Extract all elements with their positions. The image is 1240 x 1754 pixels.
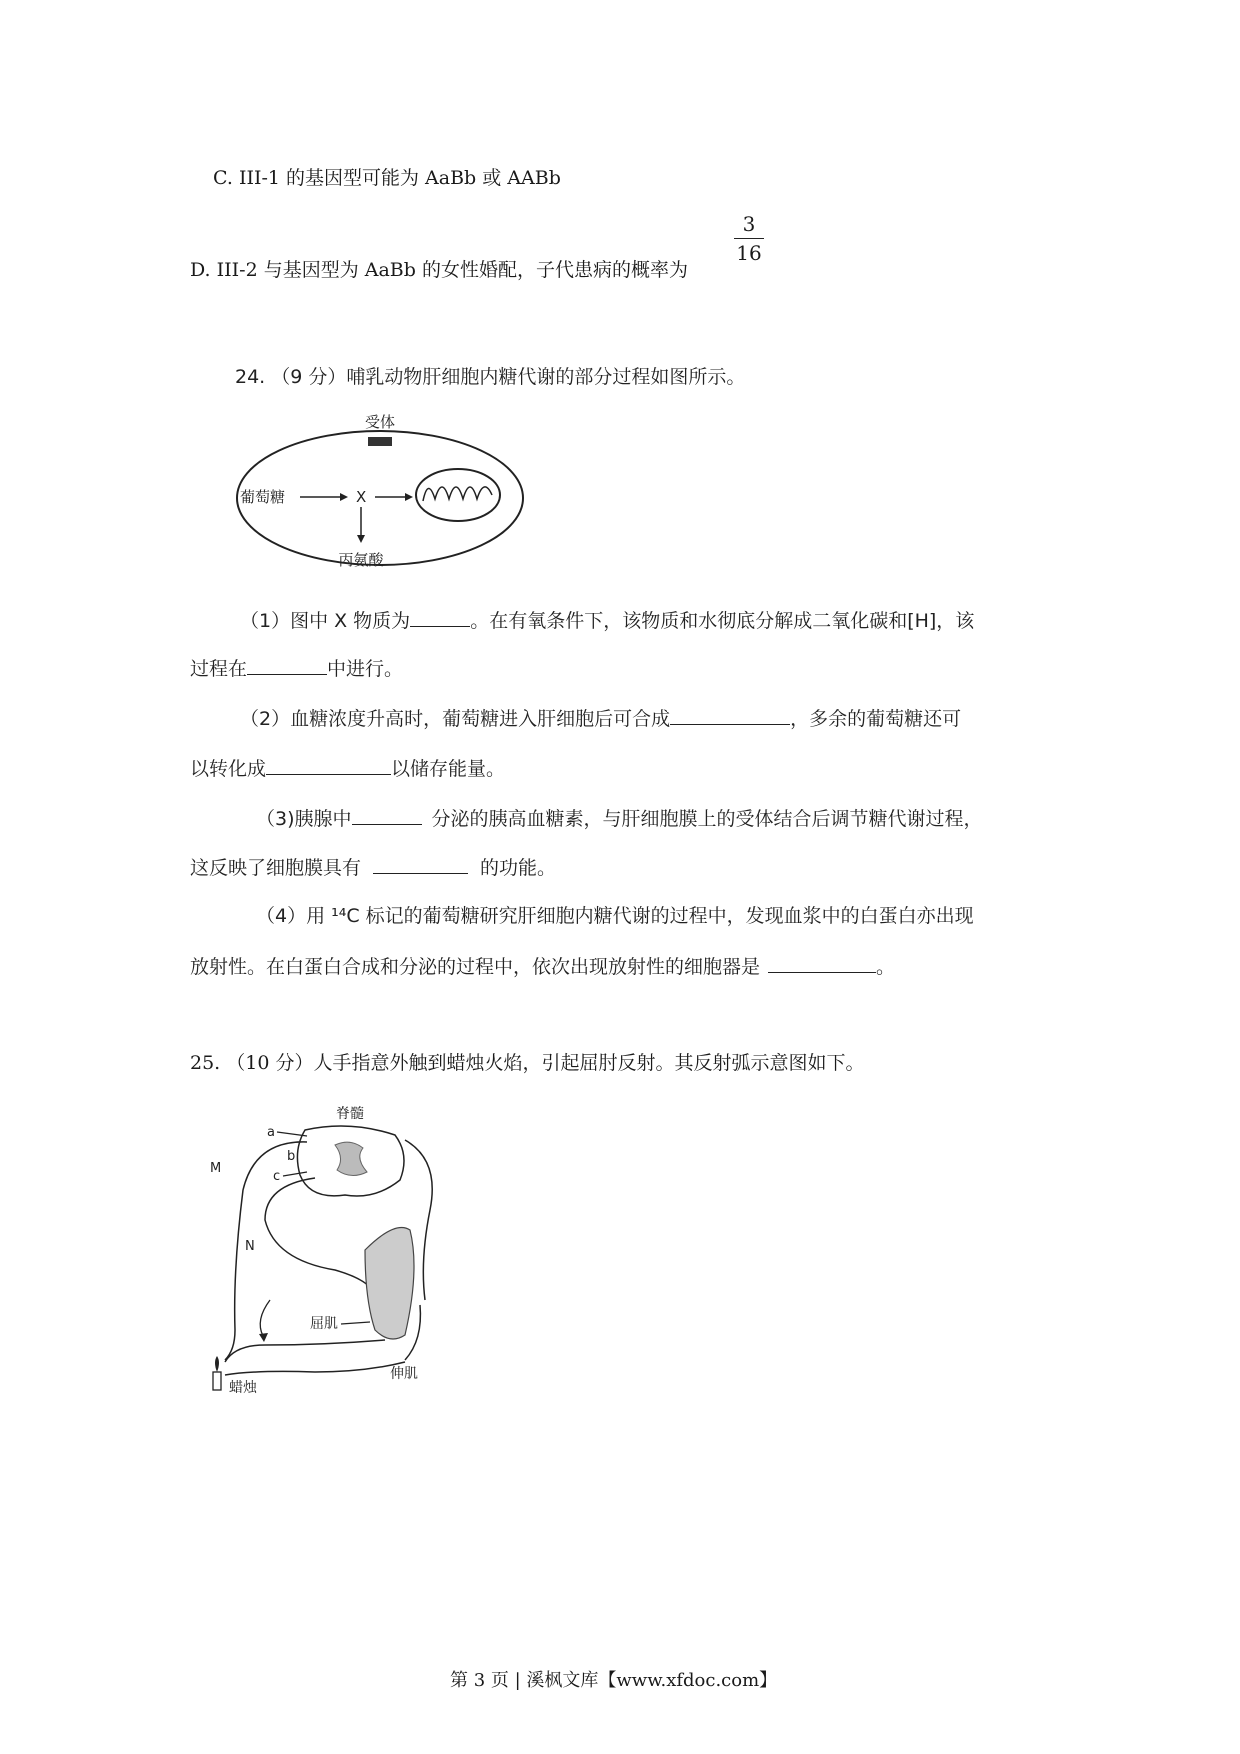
alanine-label: 丙氨酸 — [338, 551, 384, 569]
blank-4[interactable] — [266, 756, 391, 775]
label-c: c — [273, 1169, 281, 1184]
blank-5[interactable] — [352, 806, 422, 825]
label-m: M — [210, 1161, 222, 1176]
cristae — [423, 487, 492, 501]
glucose-label: 葡萄糖 — [240, 488, 286, 506]
label-n: N — [245, 1239, 255, 1254]
reflex-arc-diagram — [195, 1100, 470, 1400]
receptor-block — [368, 437, 392, 446]
q24-p4-line2: 放射性。在白蛋白合成和分泌的过程中，依次出现放射性的细胞器是 。 — [190, 956, 896, 978]
blank-6[interactable] — [373, 855, 468, 874]
receptor-label: 受体 — [364, 413, 396, 431]
liver-cell-diagram — [230, 405, 530, 575]
flexor-label: 屈肌 — [310, 1316, 338, 1332]
fraction-denominator: 16 — [736, 241, 762, 265]
spinal-cord-label: 脊髓 — [336, 1106, 364, 1122]
option-d: D. III-2 与基因型为 AaBb 的女性婚配，子代患病的概率为 — [190, 259, 688, 281]
q24-p4-line1: （4）用 ¹⁴C 标记的葡萄糖研究肝细胞内糖代谢的过程中，发现血浆中的白蛋白亦出现 — [256, 905, 974, 927]
x-label: X — [356, 488, 367, 506]
candle-label: 蜡烛 — [229, 1380, 257, 1396]
q24-p2-line2: 以转化成 以储存能量。 — [190, 758, 506, 780]
q25-title: 25. （10 分）人手指意外触到蜡烛火焰，引起屈肘反射。其反射弧示意图如下。 — [190, 1052, 865, 1074]
blank-3[interactable] — [670, 706, 790, 725]
blank-1[interactable] — [410, 608, 470, 627]
fraction-bar — [734, 238, 764, 239]
forearm-outline — [225, 1340, 405, 1375]
candle-flame — [215, 1356, 219, 1372]
extensor-label: 伸肌 — [390, 1366, 418, 1382]
blank-7[interactable] — [768, 954, 876, 973]
option-c: C. III-1 的基因型可能为 AaBb 或 AABb — [213, 167, 561, 189]
mitochondrion — [416, 469, 500, 521]
blank-2[interactable] — [247, 656, 327, 675]
q24-p2-line1: （2）血糖浓度升高时，葡萄糖进入肝细胞后可合成 ，多余的葡萄糖还可 — [240, 708, 962, 730]
q24-p1-line2: 过程在 中进行。 — [190, 658, 404, 680]
q24-title: 24. （9 分）哺乳动物肝细胞内糖代谢的部分过程如图所示。 — [235, 366, 746, 388]
page-footer: 第 3 页 | 溪枫文库【www.xfdoc.com】 — [450, 1670, 778, 1691]
fraction-numerator: 3 — [742, 212, 756, 236]
label-a: a — [267, 1125, 275, 1140]
flexor-muscle — [365, 1228, 414, 1340]
q24-p1-line1: （1）图中 X 物质为 。在有氧条件下，该物质和水彻底分解成二氧化碳和[H]，该 — [240, 610, 975, 632]
probability-fraction — [734, 212, 764, 265]
candle-body — [213, 1372, 221, 1390]
flex-arrow — [260, 1300, 270, 1336]
q24-p3-line2: 这反映了细胞膜具有 的功能。 — [190, 857, 557, 879]
gray-matter — [335, 1142, 367, 1175]
label-b: b — [287, 1149, 296, 1164]
q24-p3-line1: （3)胰腺中 分泌的胰高血糖素，与肝细胞膜上的受体结合后调节糖代谢过程， — [256, 808, 983, 830]
